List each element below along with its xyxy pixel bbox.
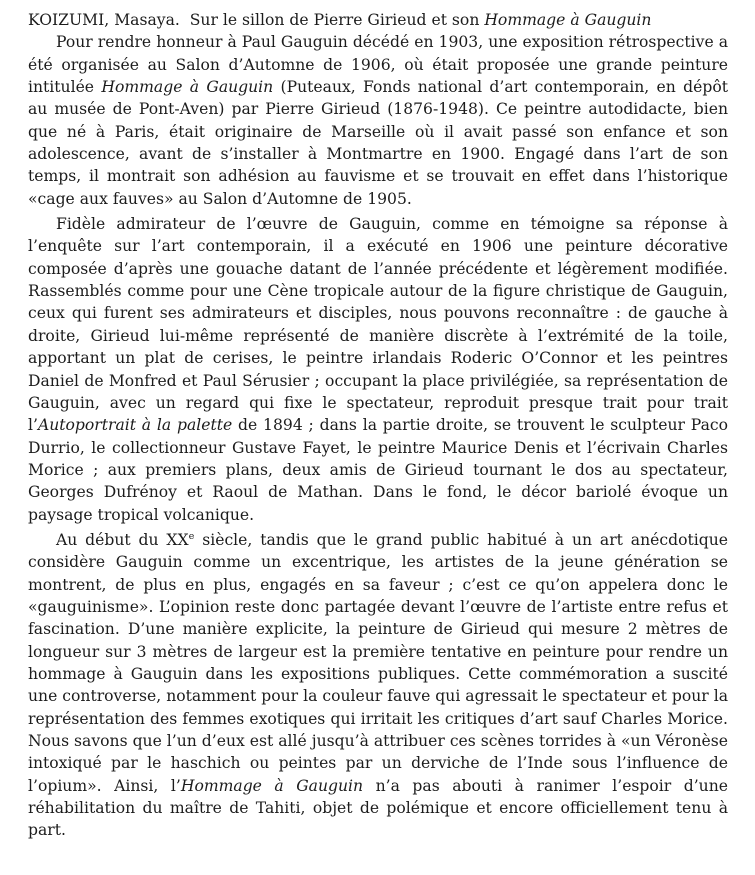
document-body: [28, 31, 728, 841]
italic-title-ref: Hommage à Gauguin: [180, 776, 364, 795]
author-name: KOIZUMI, Masaya.: [28, 11, 180, 29]
italic-title-ref: Hommage à Gauguin: [101, 78, 274, 97]
text-segment: (Puteaux, Fonds national d’art contemporain, en dépôt au musée de Pont-Aven) par Pierre Girieud (1876-1948). Ce peintre autodidacte, bien que né à Paris, était originaire de Marseille où il avait passé son enfance et son adolescence, avant de s’installer à Montmartre en 1900. Engagé dans l’art de son temps, il montrait son adhésion au fauvisme et se trouvait en effet dans l’historique «cage aux fauves» au Salon d’Automne de 1905.: [28, 78, 728, 208]
document-heading: [28, 9, 728, 31]
paragraph-2: [28, 213, 728, 526]
superscript: e: [188, 530, 195, 542]
text-segment: n’a pas abouti à ranimer l’espoir d’une réhabilitation du maître de Tahiti, objet de polémique et encore officiellement tenu à part.: [28, 776, 728, 840]
text-segment: Au début du XX: [56, 530, 189, 549]
paragraph-3: [28, 529, 728, 842]
title-italic: Hommage à Gauguin: [484, 11, 652, 29]
document-page: [28, 9, 728, 842]
text-segment: siècle, tandis que le grand public habitué à un art anécdotique considère Gauguin comme un excentrique, les artistes de la jeune génération se montrent, de plus en plus, engagés en sa faveur ; c’est ce qu’on appelera donc le «gauguinisme». L’opinion reste donc partagée devant l’œuvre de l’artiste entre refus et fascination. D’une manière explicite, la peinture de Girieud qui mesure 2 mètres de longueur sur 3 mètres de largeur est la première tentative en peinture pour rendre un hommage à Gauguin dans les expositions publiques. Cette commémoration a suscité une controverse, notamment pour la couleur fauve qui agressait le spectateur et pour la représentation des femmes exotiques qui irritait les critiques d’art sauf Charles Morice. Nous savons que l’un d’eux est allé jusqu’à attribuer ces scènes torrides à «un Véronèse intoxiqué par le haschich ou peintes par un derviche de l’Inde sous l’influence de l’opium». Ainsi, l’: [28, 530, 728, 795]
text-segment: Pour rendre honneur à Paul Gauguin décédé en 1903, une exposition rétrospective a été organisée au Salon d’Automne de 1906, où était proposée une grande peinture intitulée: [28, 33, 728, 97]
paragraph-1: [28, 31, 728, 210]
text-segment: de 1894 ; dans la partie droite, se trouvent le sculpteur Paco Durrio, le collectionneur Gustave Fayet, le peintre Maurice Denis et l’écrivain Charles Morice ; aux premiers plans, deux amis de Girieud tournant le dos au spectateur, Georges Dufrénoy et Raoul de Mathan. Dans le fond, le décor bariolé évoque un paysage tropical volcanique.: [28, 416, 728, 524]
title-lead: Sur le sillon de Pierre Girieud et son: [189, 11, 485, 29]
text-segment: Fidèle admirateur de l’œuvre de Gauguin, comme en témoigne sa réponse à l’enquête sur l’art contemporain, il a exécuté en 1906 une peinture décorative composée d’après une gouache datant de l’année précédente et légèrement modifiée. Rassemblés comme pour une Cène tropicale autour de la figure christique de Gauguin, ceux qui furent ses admirateurs et disciples, nous pouvons reconnaître : de gauche à droite, Girieud lui-même représenté de manière discrète à l’extrémité de la toile, apportant un plat de cerises, le peintre irlandais Roderic O’Connor et les peintres Daniel de Monfred et Paul Sérusier ; occupant la place privilégiée, sa représentation de Gauguin, avec un regard qui fixe le spectateur, reproduit presque trait pour trait l’: [28, 215, 728, 435]
italic-title-ref: Autoportrait à la palette: [37, 416, 233, 435]
